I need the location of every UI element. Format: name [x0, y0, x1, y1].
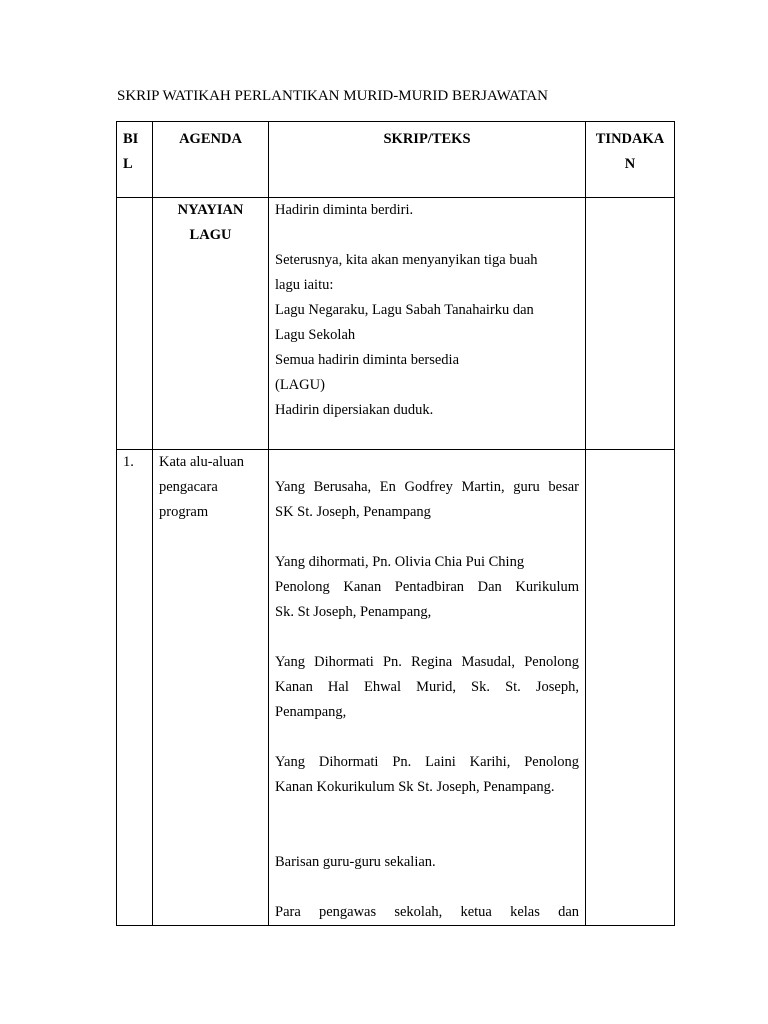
header-agenda-label: AGENDA — [179, 131, 242, 147]
lagu-line: Hadirin dipersiakan duduk. — [275, 402, 434, 418]
lagu-bil-cell — [117, 198, 153, 450]
row1-agenda-line1: Kata alu-aluan — [159, 454, 244, 470]
row1-bil: 1. — [123, 454, 134, 470]
row1-text-line: SK St. Joseph, Penampang — [275, 504, 431, 520]
row1-text-line: Yang Berusaha, En Godfrey Martin, guru besar — [275, 479, 579, 495]
header-tindakan-line2: N — [624, 156, 636, 172]
header-skrip-label: SKRIP/TEKS — [383, 131, 471, 147]
header-tindakan-line1: TINDAKA — [595, 131, 665, 147]
row1-agenda-cell — [153, 450, 269, 926]
row1-text-line: Barisan guru-guru sekalian. — [275, 854, 436, 870]
lagu-line: (LAGU) — [275, 377, 325, 393]
row1-text-line: Penampang, — [275, 704, 347, 720]
lagu-line: lagu iaitu: — [275, 277, 334, 293]
lagu-agenda-cell — [153, 198, 269, 450]
lagu-line: Hadirin diminta berdiri. — [275, 202, 414, 218]
document-title: SKRIP WATIKAH PERLANTIKAN MURID-MURID BERJAWATAN — [117, 88, 548, 104]
header-row — [117, 122, 675, 198]
header-bil — [117, 122, 153, 198]
lagu-tindakan-cell — [586, 198, 675, 450]
header-bil-line1: BI — [123, 131, 139, 147]
lagu-line: Seterusnya, kita akan menyanyikan tiga buah — [275, 252, 538, 268]
lagu-agenda-line2: LAGU — [189, 227, 232, 243]
row1-text-line: Sk. St Joseph, Penampang, — [275, 604, 432, 620]
lagu-skrip-cell — [269, 198, 586, 450]
row1-text-line: Yang dihormati, Pn. Olivia Chia Pui Ching — [275, 554, 525, 570]
header-skrip — [269, 122, 586, 198]
row1-text-line: Kanan Kokurikulum Sk St. Joseph, Penampang. — [275, 779, 555, 795]
row1-text-line: Penolong Kanan Pentadbiran Dan Kurikulum — [275, 579, 579, 595]
lagu-line-gap — [275, 223, 579, 248]
row1-agenda-line3: program — [159, 504, 209, 520]
table-row-1 — [117, 450, 675, 926]
row1-text-line: Yang Dihormati Pn. Laini Karihi, Penolong — [275, 754, 579, 770]
header-agenda — [153, 122, 269, 198]
lagu-line: Lagu Sekolah — [275, 327, 356, 343]
row1-agenda-line2: pengacara — [159, 479, 218, 495]
lagu-line: Semua hadirin diminta bersedia — [275, 352, 460, 368]
row1-text-line: Yang Dihormati Pn. Regina Masudal, Penolong — [275, 654, 579, 670]
row1-skrip-cell — [269, 450, 586, 926]
row1-bil-cell — [117, 450, 153, 926]
table-row-nyayian-lagu — [117, 198, 675, 450]
row1-text-line: Para pengawas sekolah, ketua kelas dan — [275, 904, 579, 920]
script-table — [116, 121, 675, 926]
lagu-agenda-line1: NYAYIAN — [177, 202, 244, 218]
lagu-line: Lagu Negaraku, Lagu Sabah Tanahairku dan — [275, 302, 534, 318]
header-tindakan — [586, 122, 675, 198]
header-bil-line2: L — [123, 156, 133, 172]
row1-text-line: Kanan Hal Ehwal Murid, Sk. St. Joseph, — [275, 679, 579, 695]
row1-tindakan-cell — [586, 450, 675, 926]
